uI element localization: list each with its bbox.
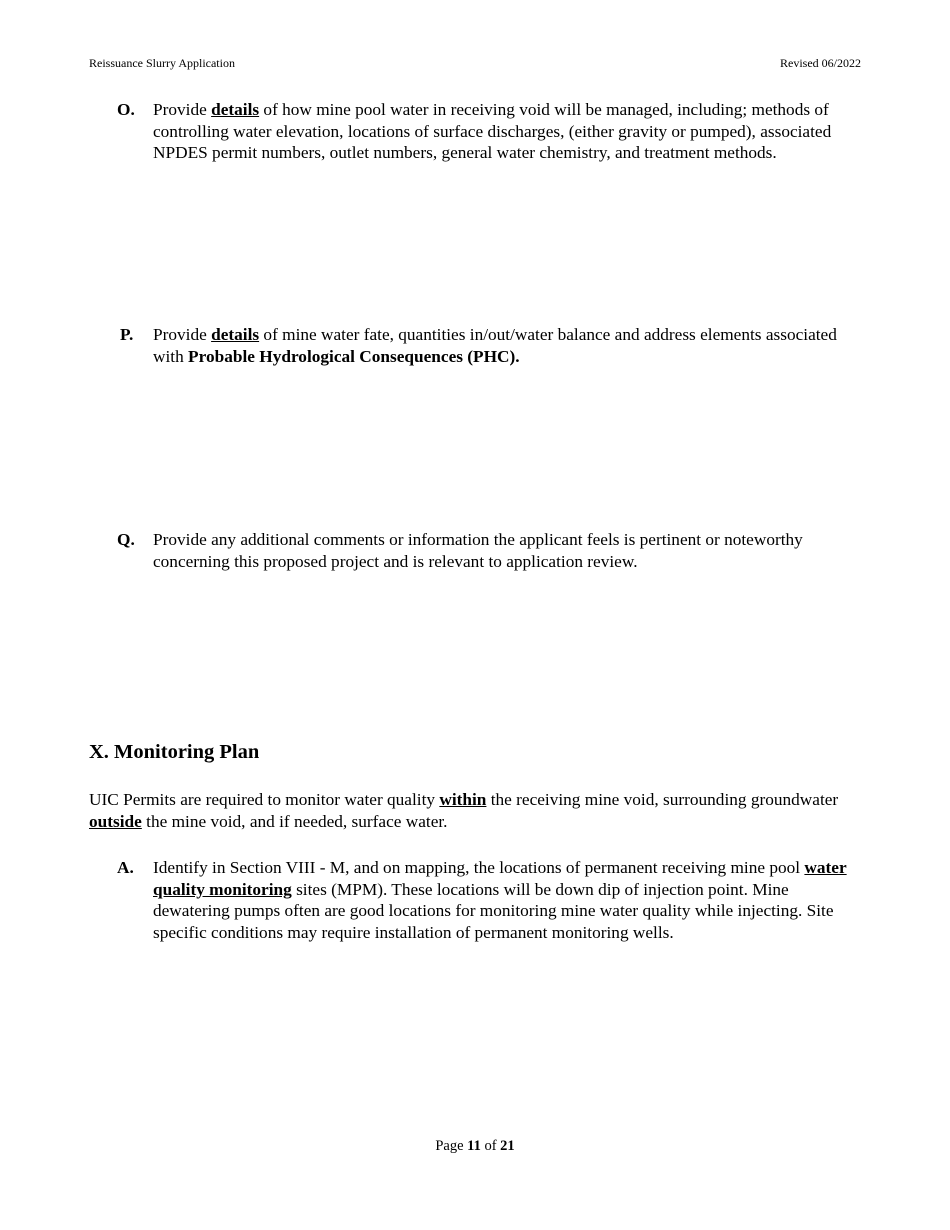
item-q-letter: Q.	[117, 530, 135, 549]
item-a	[117, 857, 859, 944]
item-p-emphasis: details	[211, 325, 260, 344]
item-a-text-part: sites (MPM). These locations will be down dip of injection point. Mine dewatering pumps often are good locations for monitoring mine water quality while injecting. Site specific conditions may require installation of permanent monitoring wells.	[153, 879, 834, 943]
item-o-text	[153, 99, 859, 164]
item-o-emphasis: details	[211, 100, 260, 119]
item-o-letter: O.	[117, 100, 135, 119]
intro-text-part: the receiving mine void, surrounding groundwater	[486, 790, 839, 809]
item-o-text-part: of how mine pool water in receiving void will be managed, including; methods of controlling water elevation, locations of surface discharges, (either gravity or pumped), associated NPDES permit numbers, outlet numbers, general water chemistry, and treatment methods.	[153, 100, 832, 163]
header-revision-date: Revised 06/2022	[780, 56, 861, 70]
item-q-text: Provide any additional comments or information the applicant feels is pertinent or noteworthy concerning this proposed project and is relevant to application review.	[153, 530, 803, 571]
page-number	[0, 1137, 950, 1155]
item-o-text-part: Provide	[153, 100, 212, 119]
page-number-prefix: Page	[435, 1138, 468, 1154]
item-a-text	[153, 857, 859, 944]
item-p-text-part: of mine water fate, quantities in/out/water balance and address elements associated with	[153, 325, 837, 366]
item-o	[117, 99, 859, 164]
item-q	[117, 529, 859, 572]
item-p-bold-term: Probable Hydrological Consequences (PHC).	[188, 346, 520, 366]
page-number-of: of	[480, 1138, 501, 1154]
item-p-text-part: Provide	[153, 325, 212, 344]
page-number-total: 21	[500, 1138, 515, 1154]
intro-emphasis-outside: outside	[89, 811, 142, 831]
item-p	[117, 324, 859, 367]
item-a-text-part: Identify in Section VIII - M, and on mapping, the locations of permanent receiving mine pool	[153, 858, 805, 877]
intro-text-part: the mine void, and if needed, surface water.	[141, 811, 448, 831]
item-p-text	[153, 324, 859, 367]
section-intro	[89, 789, 849, 832]
item-p-letter: P.	[120, 325, 134, 344]
header-document-title: Reissuance Slurry Application	[89, 56, 235, 70]
page-number-current: 11	[467, 1138, 481, 1154]
intro-text-part: UIC Permits are required to monitor water quality	[89, 790, 440, 809]
item-a-emphasis: water quality monitoring	[153, 858, 847, 899]
intro-emphasis-within: within	[439, 790, 487, 809]
item-a-letter: A.	[117, 858, 134, 877]
section-title: X. Monitoring Plan	[89, 741, 260, 763]
